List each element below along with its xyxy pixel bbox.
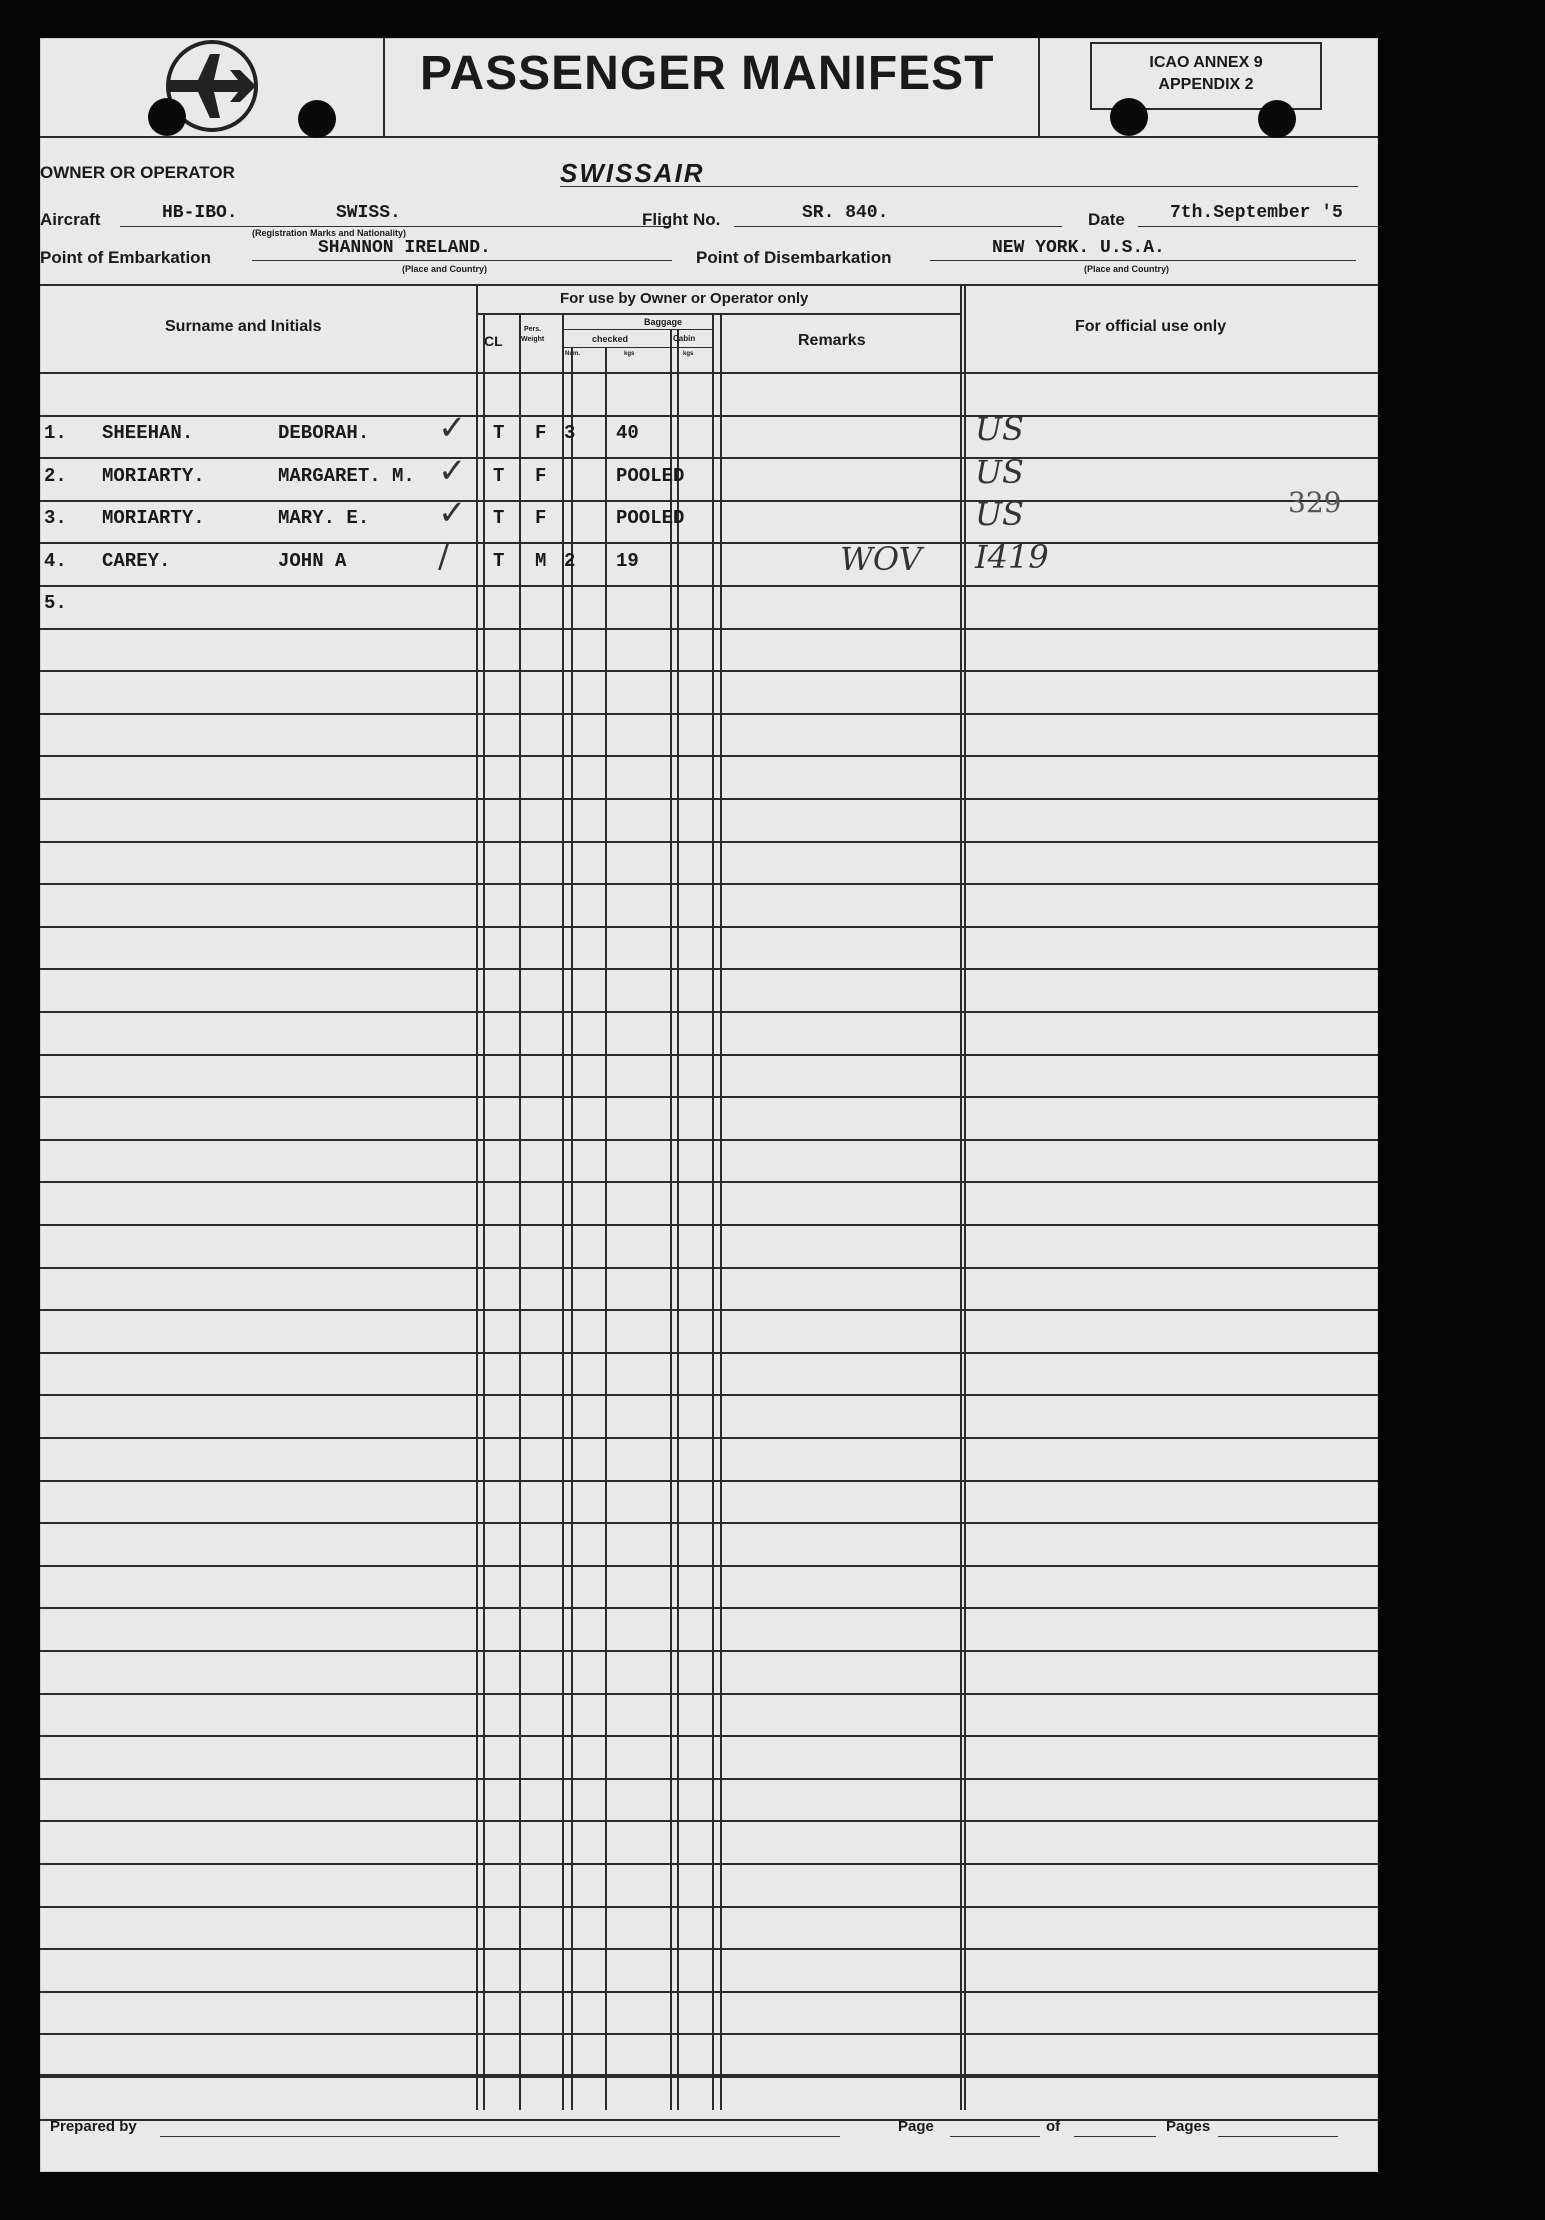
ruled-line bbox=[40, 968, 1378, 970]
bag-kgs: 19 bbox=[616, 550, 639, 572]
class-value: T bbox=[493, 550, 505, 572]
table-bottom-rule bbox=[40, 2074, 1378, 2077]
manifest-sheet bbox=[40, 38, 1378, 2172]
surname: CAREY. bbox=[102, 550, 171, 572]
bag-number: 2 bbox=[564, 550, 576, 572]
of-line bbox=[1074, 2136, 1156, 2137]
header-divider bbox=[383, 38, 385, 136]
ruled-line bbox=[40, 670, 1378, 672]
owner-use-header: For use by Owner or Operator only bbox=[560, 290, 809, 307]
ruled-line bbox=[40, 2033, 1378, 2035]
nationality-value: SWISS. bbox=[336, 203, 401, 223]
checked-rule bbox=[562, 347, 712, 348]
punch-hole bbox=[298, 100, 336, 138]
ruled-line bbox=[40, 1948, 1378, 1950]
official-value: I419 bbox=[975, 538, 1049, 576]
ruled-line bbox=[40, 755, 1378, 757]
ruled-line bbox=[40, 1309, 1378, 1311]
official-value: US bbox=[975, 495, 1024, 533]
ruled-line bbox=[40, 1991, 1378, 1993]
given-names: MARY. E. bbox=[278, 507, 370, 529]
pers-weight-header: Pers. bbox=[524, 326, 542, 333]
header-bottom-rule bbox=[40, 136, 1378, 138]
flight-label: Flight No. bbox=[642, 210, 721, 229]
surname-column-header: Surname and Initials bbox=[165, 318, 322, 335]
punch-hole bbox=[1258, 100, 1296, 138]
checked-header: checked bbox=[592, 334, 629, 344]
cabin-header: Cabin bbox=[673, 334, 696, 343]
ruled-line bbox=[40, 1096, 1378, 1098]
date-underline bbox=[1138, 226, 1378, 227]
ruled-line bbox=[40, 713, 1378, 715]
ruled-line bbox=[40, 1054, 1378, 1056]
ruled-line bbox=[40, 1820, 1378, 1822]
registration-caption: (Registration Marks and Nationality) bbox=[252, 228, 407, 238]
header-divider bbox=[1038, 38, 1040, 136]
ruled-line bbox=[40, 1267, 1378, 1269]
passenger-row bbox=[40, 586, 1378, 628]
embarkation-underline bbox=[252, 260, 672, 261]
ruled-line bbox=[40, 628, 1378, 630]
check-mark-icon: / bbox=[438, 536, 450, 576]
embarkation-label: Point of Embarkation bbox=[40, 248, 211, 267]
ruled-line bbox=[40, 926, 1378, 928]
prepared-by-line bbox=[160, 2136, 840, 2137]
ruled-line bbox=[40, 1863, 1378, 1865]
given-names: DEBORAH. bbox=[278, 422, 370, 444]
official-value: US bbox=[975, 410, 1024, 448]
of-label: of bbox=[1046, 2118, 1061, 2135]
date-value: 7th.September '5 bbox=[1170, 203, 1343, 223]
passenger-row bbox=[40, 536, 1378, 586]
surname: SHEEHAN. bbox=[102, 422, 194, 444]
ruled-line bbox=[40, 372, 1378, 374]
sex-value: M bbox=[535, 550, 547, 572]
official-use-header: For official use only bbox=[1075, 318, 1227, 335]
class-value: T bbox=[493, 507, 505, 529]
ruled-line bbox=[40, 1565, 1378, 1567]
flight-underline bbox=[734, 226, 1062, 227]
bag-kgs: POOLED bbox=[616, 465, 685, 487]
aircraft-value: HB-IBO. bbox=[162, 203, 238, 223]
pers-weight-header-2: Weight bbox=[521, 336, 545, 343]
given-names: JOHN A bbox=[278, 550, 347, 572]
remarks-value: WOV bbox=[840, 540, 922, 578]
ruled-line bbox=[40, 1522, 1378, 1524]
kgs-header: kgs bbox=[624, 351, 635, 357]
owner-underline bbox=[560, 186, 1358, 187]
table-top-rule bbox=[40, 284, 1378, 286]
pages-line bbox=[1218, 2136, 1338, 2137]
ruled-line bbox=[40, 1011, 1378, 1013]
disembarkation-underline bbox=[930, 260, 1356, 261]
page-label: Page bbox=[898, 2118, 934, 2135]
given-names: MARGARET. M. bbox=[278, 465, 415, 487]
page-title: PASSENGER MANIFEST bbox=[420, 47, 995, 100]
class-value: T bbox=[493, 465, 505, 487]
aircraft-label: Aircraft bbox=[40, 210, 101, 229]
row-number: 2. bbox=[44, 465, 67, 487]
ruled-line bbox=[40, 798, 1378, 800]
check-mark-icon: ✓ bbox=[438, 408, 467, 448]
ruled-line bbox=[40, 1181, 1378, 1183]
passenger-row bbox=[40, 493, 1378, 543]
disembarkation-value: NEW YORK. U.S.A. bbox=[992, 238, 1165, 258]
ruled-line bbox=[40, 1224, 1378, 1226]
ruled-line bbox=[40, 1139, 1378, 1141]
disembarkation-label: Point of Disembarkation bbox=[696, 248, 892, 267]
ruled-line bbox=[40, 841, 1378, 843]
page-number-mark: 329 bbox=[1288, 486, 1342, 519]
sex-value: F bbox=[535, 422, 547, 444]
flight-value: SR. 840. bbox=[802, 203, 889, 223]
cabin-kgs-header: kgs bbox=[683, 351, 694, 357]
class-value: T bbox=[493, 422, 505, 444]
ruled-line bbox=[40, 1906, 1378, 1908]
ruled-line bbox=[40, 1480, 1378, 1482]
annex-line-2: APPENDIX 2 bbox=[1158, 76, 1254, 93]
passenger-row bbox=[40, 408, 1378, 458]
ruled-line bbox=[40, 1650, 1378, 1652]
prepared-by-label: Prepared by bbox=[50, 2118, 137, 2135]
ruled-line bbox=[40, 1352, 1378, 1354]
bag-kgs: 40 bbox=[616, 422, 639, 444]
page-line bbox=[950, 2136, 1040, 2137]
annex-line-1: ICAO ANNEX 9 bbox=[1149, 54, 1263, 71]
baggage-header: Baggage bbox=[644, 317, 683, 327]
ruled-line bbox=[40, 1693, 1378, 1695]
surname: MORIARTY. bbox=[102, 465, 205, 487]
row-number: 5. bbox=[44, 592, 67, 614]
aircraft-underline bbox=[120, 226, 670, 227]
punch-hole bbox=[1110, 98, 1148, 136]
ruled-line bbox=[40, 1607, 1378, 1609]
disembarkation-caption: (Place and Country) bbox=[1084, 264, 1170, 274]
date-label: Date bbox=[1088, 210, 1125, 229]
owner-use-rule bbox=[476, 313, 960, 315]
row-number: 4. bbox=[44, 550, 67, 572]
class-column-header: CL bbox=[484, 333, 503, 349]
num-header: Num. bbox=[565, 351, 580, 357]
bag-number: 3 bbox=[564, 422, 576, 444]
check-mark-icon: ✓ bbox=[438, 451, 467, 491]
ruled-line bbox=[40, 1394, 1378, 1396]
airline-name: SWISSAIR bbox=[560, 158, 705, 188]
embarkation-value: SHANNON IRELAND. bbox=[318, 238, 491, 258]
sex-value: F bbox=[535, 507, 547, 529]
baggage-rule bbox=[562, 329, 712, 330]
pages-label: Pages bbox=[1166, 2118, 1211, 2135]
passenger-row bbox=[40, 451, 1378, 501]
sex-value: F bbox=[535, 465, 547, 487]
embarkation-caption: (Place and Country) bbox=[402, 264, 488, 274]
owner-label: OWNER OR OPERATOR bbox=[40, 163, 235, 182]
ruled-line bbox=[40, 1778, 1378, 1780]
ruled-line bbox=[40, 883, 1378, 885]
bag-kgs: POOLED bbox=[616, 507, 685, 529]
check-mark-icon: ✓ bbox=[438, 493, 467, 533]
official-value: US bbox=[975, 453, 1024, 491]
surname: MORIARTY. bbox=[102, 507, 205, 529]
punch-hole bbox=[148, 98, 186, 136]
row-number: 1. bbox=[44, 422, 67, 444]
ruled-line bbox=[40, 1437, 1378, 1439]
remarks-column-header: Remarks bbox=[798, 332, 866, 349]
row-number: 3. bbox=[44, 507, 67, 529]
ruled-line bbox=[40, 1735, 1378, 1737]
